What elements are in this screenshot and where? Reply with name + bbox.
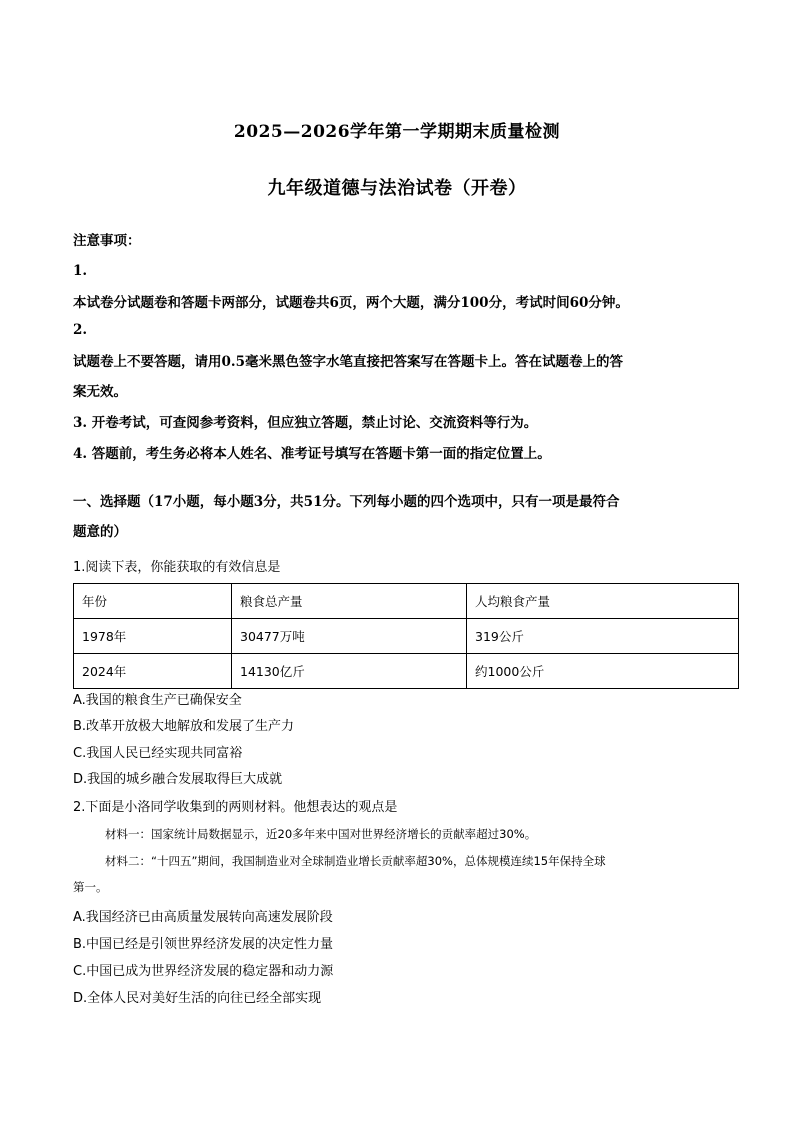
material-1: 材料一：国家统计局数据显示，近20多年来中国对世界经济增长的贡献率超过30%。: [105, 827, 537, 841]
notice-heading: 注意事项：: [73, 233, 141, 249]
question-2-option-d: D.全体人民对美好生活的向往已经全部实现: [73, 991, 322, 1006]
table-cell: 319公斤: [467, 619, 739, 654]
exam-subtitle: 九年级道德与法治试卷（开卷）: [267, 178, 527, 199]
material-2-cont: 第一。: [73, 880, 108, 894]
exam-title: 2025—2026学年第一学期期末质量检测: [233, 122, 561, 142]
question-1-stem: 1.阅读下表，你能获取的有效信息是: [73, 560, 281, 575]
table-row: [74, 654, 739, 689]
table-header-cell: 人均粮食产量: [467, 584, 739, 619]
notice-item-1-number: 1.: [73, 263, 88, 279]
section-1-heading: 一、选择题（17小题，每小题3分，共51分。下列每小题的四个选项中，只有一项是最符合: [73, 494, 620, 510]
question-2-option-a: A.我国经济已由高质量发展转向高速发展阶段: [73, 910, 333, 925]
question-1-option-b: B.改革开放极大地解放和发展了生产力: [73, 719, 295, 734]
table-header-cell: 粮食总产量: [232, 584, 467, 619]
question-2-option-b: B.中国已经是引领世界经济发展的决定性力量: [73, 937, 334, 952]
notice-item-4: 4. 答题前，考生务必将本人姓名、准考证号填写在答题卡第一面的指定位置上。: [73, 446, 551, 462]
question-2-option-c: C.中国已成为世界经济发展的稳定器和动力源: [73, 964, 334, 979]
table-cell: 1978年: [74, 619, 232, 654]
notice-item-3: 3. 开卷考试，可查阅参考资料，但应独立答题，禁止讨论、交流资料等行为。: [73, 415, 538, 431]
section-1-heading-cont: 题意的）: [73, 524, 127, 540]
question-2-stem: 2.下面是小洛同学收集到的两则材料。他想表达的观点是: [73, 800, 398, 815]
question-1-option-a: A.我国的粮食生产已确保安全: [73, 693, 242, 708]
table-header-cell: 年份: [74, 584, 232, 619]
notice-item-1-text: 本试卷分试题卷和答题卡两部分，试题卷共6页，两个大题，满分100分，考试时间60分钟。: [73, 295, 629, 311]
grain-output-table: [73, 583, 739, 689]
notice-item-2-text-cont: 案无效。: [73, 384, 127, 400]
table-cell: 14130亿斤: [232, 654, 467, 689]
table-cell: 约1000公斤: [467, 654, 739, 689]
table-cell: 2024年: [74, 654, 232, 689]
question-1-option-c: C.我国人民已经实现共同富裕: [73, 746, 243, 761]
table-row: [74, 619, 739, 654]
question-1-option-d: D.我国的城乡融合发展取得巨大成就: [73, 772, 283, 787]
notice-item-2-text: 试题卷上不要答题，请用0.5毫米黑色签字水笔直接把答案写在答题卡上。答在试题卷上的答: [73, 354, 623, 370]
table-header-row: [74, 584, 739, 619]
material-2: 材料二：“十四五”期间，我国制造业对全球制造业增长贡献率超30%，总体规模连续15年保持全球: [105, 854, 606, 868]
notice-item-2-number: 2.: [73, 322, 88, 338]
table-cell: 30477万吨: [232, 619, 467, 654]
